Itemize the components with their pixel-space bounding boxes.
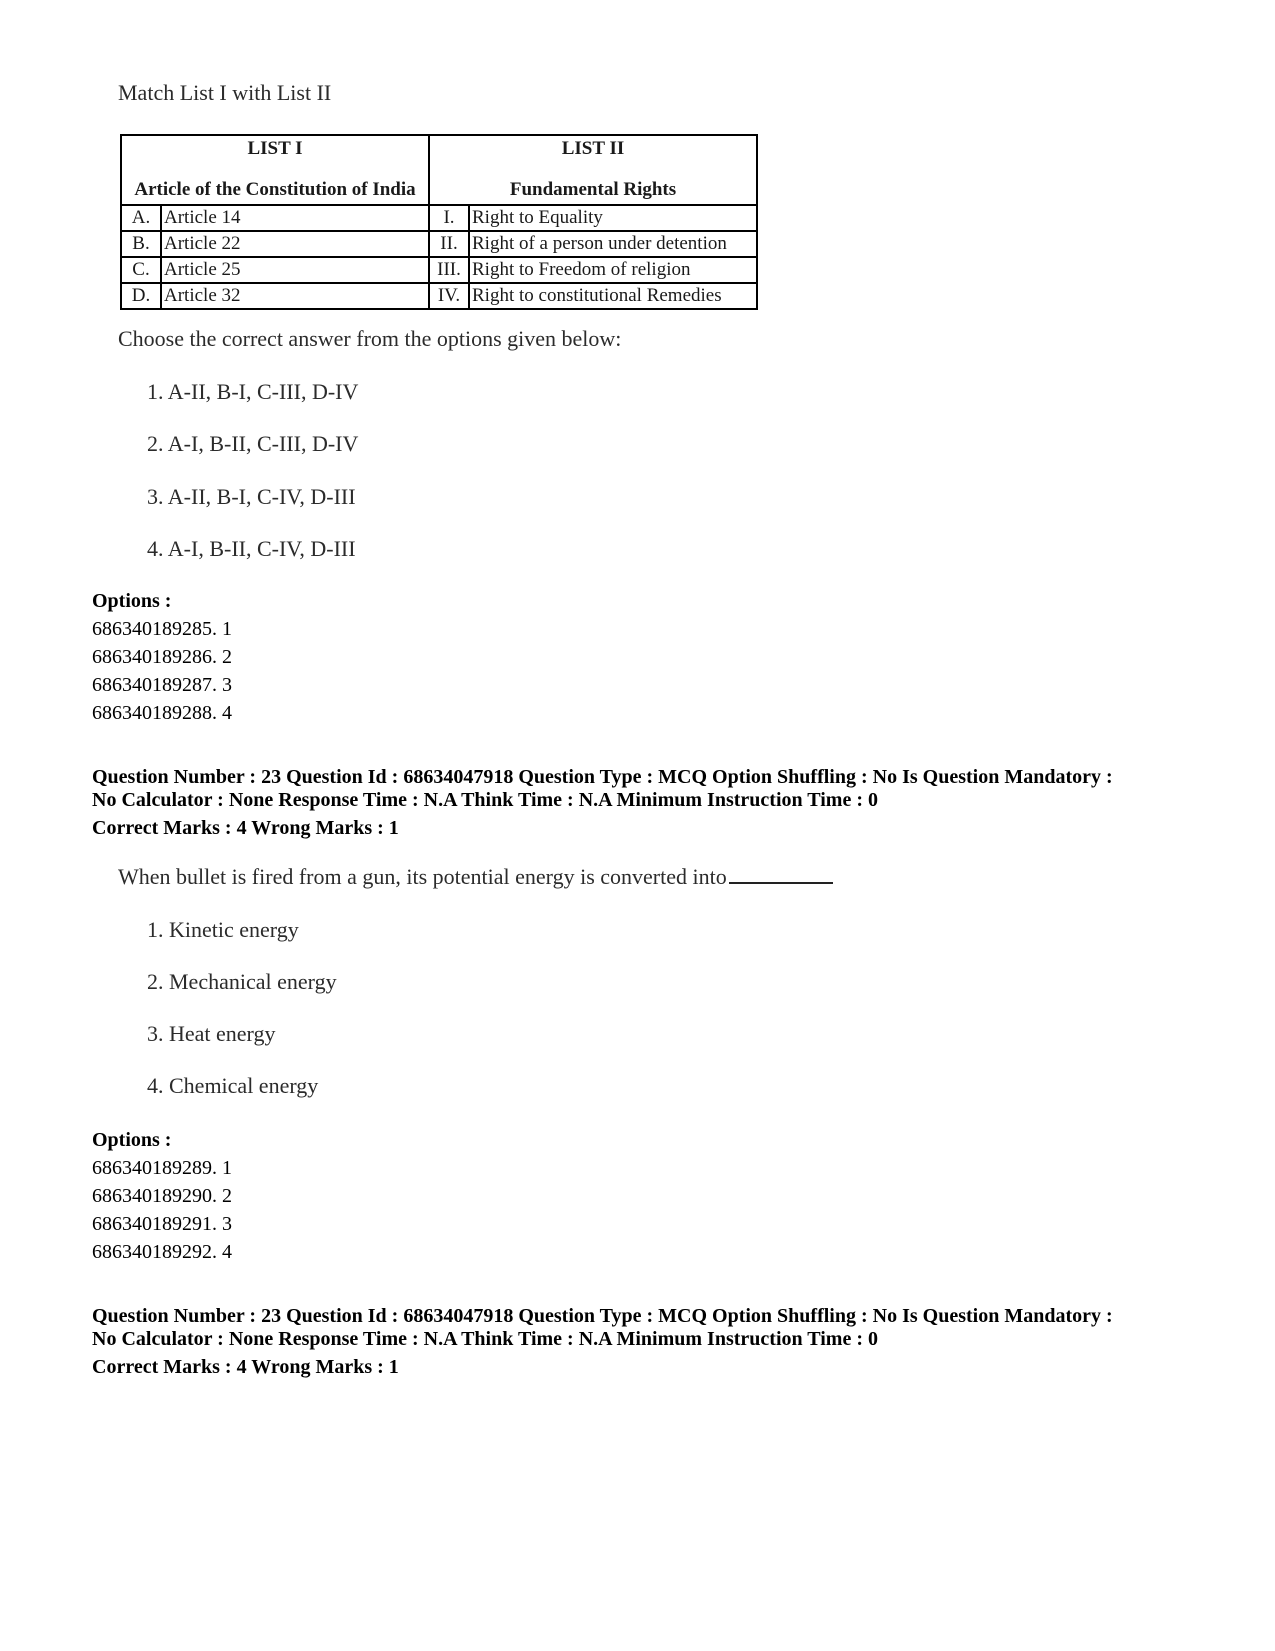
option-item: 686340189290. 2 bbox=[92, 1185, 232, 1207]
row-letter: C. bbox=[121, 257, 161, 283]
option-item: 686340189291. 3 bbox=[92, 1213, 232, 1235]
match-table-header bbox=[121, 135, 757, 205]
option-item: 686340189289. 1 bbox=[92, 1157, 232, 1179]
choice-item: 4. A-I, B-II, C-IV, D-III bbox=[147, 536, 356, 561]
question-meta-line: Question Number : 23 Question Id : 68634047918 Question Type : MCQ Option Shuffling : No Is Question Mandatory : bbox=[92, 1305, 1113, 1327]
row-roman: III. bbox=[429, 257, 469, 283]
option-item: 686340189287. 3 bbox=[92, 674, 232, 696]
row-article: Article 25 bbox=[161, 257, 429, 283]
list2-title: LIST II bbox=[561, 138, 625, 159]
answer-blank bbox=[729, 881, 833, 884]
choose-prompt: Choose the correct answer from the options given below: bbox=[118, 326, 622, 351]
table-row bbox=[121, 257, 757, 283]
table-row bbox=[121, 283, 757, 309]
table-row bbox=[121, 205, 757, 231]
list2-subtitle: Fundamental Rights bbox=[509, 179, 677, 200]
choice-item: 2. Mechanical energy bbox=[147, 969, 337, 994]
row-article: Article 22 bbox=[161, 231, 429, 257]
choice-item: 3. Heat energy bbox=[147, 1021, 276, 1046]
row-right: Right to Equality bbox=[469, 205, 757, 231]
row-letter: A. bbox=[121, 205, 161, 231]
row-right: Right to Freedom of religion bbox=[469, 257, 757, 283]
match-intro: Match List I with List II bbox=[118, 80, 332, 105]
match-table bbox=[120, 134, 758, 310]
marks-line: Correct Marks : 4 Wrong Marks : 1 bbox=[92, 1356, 399, 1378]
question-meta-line: No Calculator : None Response Time : N.A Think Time : N.A Minimum Instruction Time : 0 bbox=[92, 1328, 878, 1350]
question-meta-line: Question Number : 23 Question Id : 68634047918 Question Type : MCQ Option Shuffling : No Is Question Mandatory : bbox=[92, 766, 1113, 788]
option-item: 686340189285. 1 bbox=[92, 618, 232, 640]
options-label: Options : bbox=[92, 1129, 172, 1151]
list2-header bbox=[429, 135, 757, 205]
row-letter: D. bbox=[121, 283, 161, 309]
table-row bbox=[121, 231, 757, 257]
row-roman: IV. bbox=[429, 283, 469, 309]
choice-item: 1. Kinetic energy bbox=[147, 917, 299, 942]
list1-title: LIST I bbox=[247, 138, 303, 159]
row-roman: I. bbox=[429, 205, 469, 231]
option-item: 686340189286. 2 bbox=[92, 646, 232, 668]
options-label: Options : bbox=[92, 590, 172, 612]
question-stem: When bullet is fired from a gun, its potential energy is converted into bbox=[118, 864, 727, 889]
choice-item: 2. A-I, B-II, C-III, D-IV bbox=[147, 431, 359, 456]
row-letter: B. bbox=[121, 231, 161, 257]
option-item: 686340189288. 4 bbox=[92, 702, 232, 724]
row-article: Article 14 bbox=[161, 205, 429, 231]
choice-item: 4. Chemical energy bbox=[147, 1073, 319, 1098]
option-item: 686340189292. 4 bbox=[92, 1241, 232, 1263]
row-roman: II. bbox=[429, 231, 469, 257]
question-meta-line: No Calculator : None Response Time : N.A Think Time : N.A Minimum Instruction Time : 0 bbox=[92, 789, 878, 811]
marks-line: Correct Marks : 4 Wrong Marks : 1 bbox=[92, 817, 399, 839]
list1-subtitle: Article of the Constitution of India bbox=[134, 179, 416, 200]
question-text bbox=[118, 864, 833, 890]
row-right: Right to constitutional Remedies bbox=[469, 283, 757, 309]
choice-item: 3. A-II, B-I, C-IV, D-III bbox=[147, 484, 356, 509]
row-article: Article 32 bbox=[161, 283, 429, 309]
row-right: Right of a person under detention bbox=[469, 231, 757, 257]
choice-item: 1. A-II, B-I, C-III, D-IV bbox=[147, 379, 359, 404]
list1-header bbox=[121, 135, 429, 205]
